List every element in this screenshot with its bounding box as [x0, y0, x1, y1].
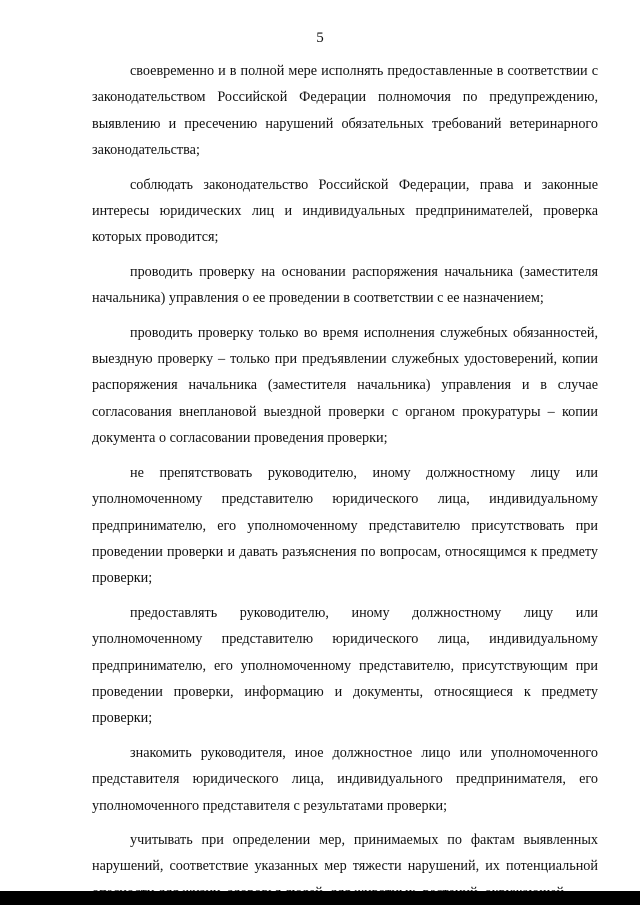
paragraph-3: проводить проверку на основании распоряжения начальника (заместителя начальника) управления о ее проведении в соответствии с ее назначением; [92, 263, 598, 307]
scan-border-bottom [0, 891, 640, 905]
document-body [92, 58, 598, 914]
paragraph-8: учитывать при определении мер, принимаемых по фактам выявленных нарушений, соответствие указанных мер тяжести нарушений, их потенциальной [92, 831, 598, 875]
paragraph-4: проводить проверку только во время исполнения служебных обязанностей, выездную проверку – только при предъявлении служебных удостоверений, копии распоряжения начальника (заместителя начальника) управления и в случае согласования внеплановой выездной проверки с органом прокуратуры – копии документа о согласовании проведения проверки; [92, 324, 598, 447]
paragraph-5: не препятствовать руководителю, иному должностному лицу или уполномоченному представителю юридического лица, индивидуальному предпринимателю, его уполномоченному представителю присутствовать при проведении проверки и давать разъяснения по вопросам, относящимся к предмету проверки; [92, 464, 598, 587]
paragraph-2: соблюдать законодательство Российской Федерации, права и законные интересы юридических лиц и индивидуальных предпринимателей, проверка которых проводится; [92, 176, 598, 246]
paragraph-1: своевременно и в полной мере исполнять предоставленные в соответствии с законодательством Российской Федерации полномочия по предупреждению, выявлению и пресечению нарушений обязательных требований ветеринарного законодательства; [92, 63, 598, 159]
page-number: 5 [316, 30, 324, 46]
paragraph-7: знакомить руководителя, иное должностное лицо или уполномоченного представителя юридического лица, индивидуального предпринимателя, его уполномоченного представителя с результатами проверки; [92, 744, 598, 814]
paragraph-6: предоставлять руководителю, иному должностному лицу или уполномоченному представителю юридического лица, индивидуальному предпринимателю, его уполномоченному представителю, присутствующим при проведении проверки, информацию и документы, относящиеся к предмету проверки; [92, 604, 598, 727]
